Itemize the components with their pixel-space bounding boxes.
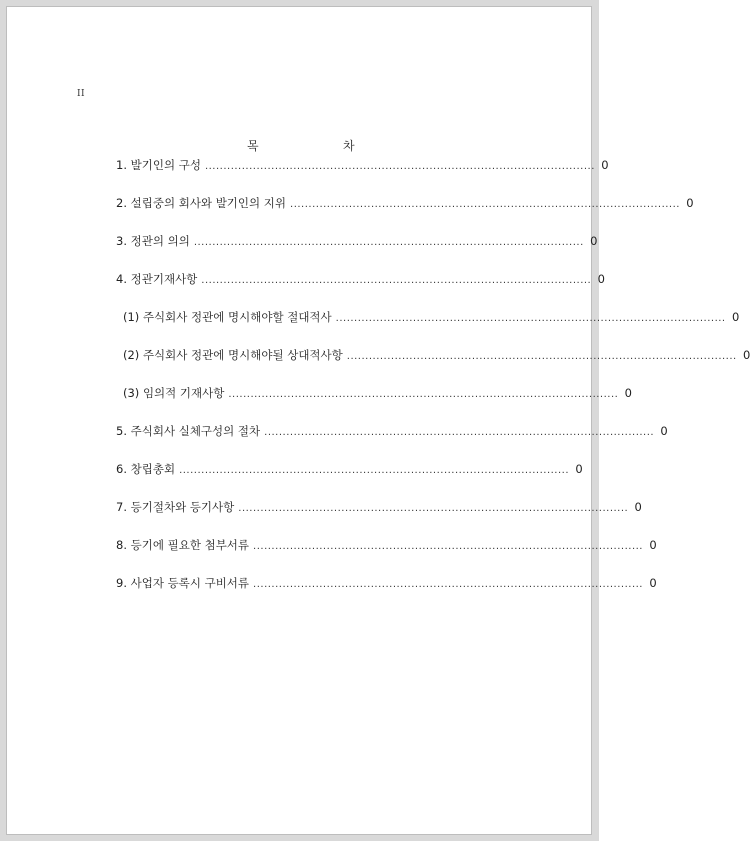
toc-entry-page: 0 <box>686 196 694 210</box>
toc-entry-page: 0 <box>601 158 609 172</box>
toc-entry[interactable] <box>116 461 583 477</box>
toc-entry[interactable] <box>123 309 740 325</box>
toc-entry-label: (2) 주식회사 정관에 명시해야될 상대적사항 <box>123 348 343 362</box>
toc-entry[interactable] <box>123 347 751 363</box>
toc-entry-page: 0 <box>731 310 740 324</box>
toc-entry-label: 9. 사업자 등록시 구비서류 <box>116 576 250 590</box>
toc-dot-leader: .......................................................................................................... <box>228 389 619 400</box>
toc-entry-label: 6. 창립총회 <box>116 462 176 476</box>
toc-dot-leader: .......................................................................................................... <box>179 465 570 476</box>
document-page <box>6 6 751 835</box>
toc-entry-page: 0 <box>649 576 657 590</box>
toc-entry-label: 1. 발기인의 구성 <box>116 158 201 172</box>
toc-entry-page: 0 <box>634 500 642 514</box>
toc-dot-leader: .......................................................................................................... <box>346 351 737 362</box>
toc-entry-label: 3. 정관의 의의 <box>116 234 190 248</box>
toc-entry[interactable] <box>116 575 657 591</box>
toc-entry[interactable] <box>116 271 605 287</box>
toc-title-left: 목 <box>247 139 259 153</box>
toc-entry-page: 0 <box>624 386 632 400</box>
toc-entry-page: 0 <box>597 272 605 286</box>
toc-entry[interactable] <box>116 537 657 553</box>
toc-entry-page: 0 <box>575 462 583 476</box>
toc-dot-leader: .......................................................................................................... <box>238 503 629 514</box>
toc-entry[interactable] <box>116 233 598 249</box>
toc-entry-page: 0 <box>590 234 598 248</box>
toc-dot-leader: .......................................................................................................... <box>193 237 584 248</box>
toc-dot-leader: .......................................................................................................... <box>253 579 643 590</box>
toc-dot-leader: .......................................................................................................... <box>253 541 643 552</box>
page-marker: II <box>77 89 86 99</box>
toc-entry-page: 0 <box>743 348 751 362</box>
toc-title-right: 차 <box>343 139 355 153</box>
toc-entry-label: 4. 정관기재사항 <box>116 272 198 286</box>
toc-dot-leader: .......................................................................................................... <box>290 199 680 210</box>
toc-dot-leader: .......................................................................................................... <box>204 161 595 172</box>
toc-entry-label: 7. 등기절차와 등기사항 <box>116 500 235 514</box>
toc-entry[interactable] <box>116 499 642 515</box>
toc-entry[interactable] <box>116 423 668 439</box>
toc-entry[interactable] <box>123 385 632 401</box>
toc-entry-page: 0 <box>649 538 657 552</box>
toc-entry[interactable] <box>116 157 609 173</box>
toc-dot-leader: .......................................................................................................... <box>264 427 655 438</box>
toc-entry-page: 0 <box>660 424 668 438</box>
toc-entry-label: 5. 주식회사 실체구성의 절차 <box>116 424 261 438</box>
toc-entry-label: 2. 설립중의 회사와 발기인의 지위 <box>116 196 287 210</box>
toc-entry-label: (3) 임의적 기재사항 <box>123 386 225 400</box>
toc-entry-label: (1) 주식회사 정관에 명시해야할 절대적사 <box>123 310 332 324</box>
toc-dot-leader: .......................................................................................................... <box>201 275 592 286</box>
toc-dot-leader: .......................................................................................................... <box>335 313 726 324</box>
toc-entry[interactable] <box>116 195 694 211</box>
toc-entry-label: 8. 등기에 필요한 첨부서류 <box>116 538 250 552</box>
